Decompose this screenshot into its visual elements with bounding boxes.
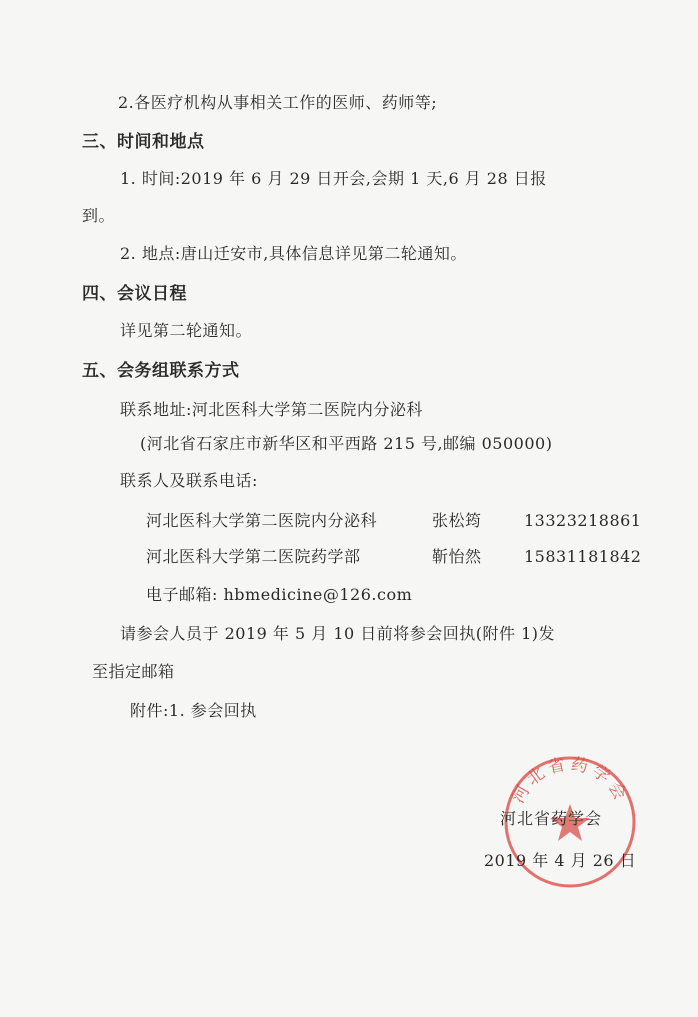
- contact-unit-2: 河北医科大学第二医院药学部: [146, 547, 361, 566]
- section-heading-time-place: 三、时间和地点: [82, 132, 205, 152]
- contact-phone-1: 13323218861: [524, 511, 642, 530]
- attachment-list: 附件:1. 参会回执: [130, 701, 257, 720]
- svg-text:河北省药学会: [508, 754, 631, 807]
- contact-address-detail: (河北省石家庄市新华区和平西路 215 号,邮编 050000): [140, 434, 553, 453]
- schedule-text: 详见第二轮通知。: [120, 321, 253, 340]
- time-item-continued: 到。: [82, 206, 116, 225]
- contact-address: 联系地址:河北医科大学第二医院内分泌科: [120, 400, 423, 419]
- contact-persons-label: 联系人及联系电话:: [120, 471, 258, 490]
- contact-unit-1: 河北医科大学第二医院内分泌科: [146, 511, 378, 530]
- contact-name-2: 靳怡然: [432, 547, 482, 566]
- place-item: 2. 地点:唐山迁安市,具体信息详见第二轮通知。: [120, 244, 467, 263]
- contact-name-1: 张松筠: [432, 511, 482, 530]
- section-heading-contact: 五、会务组联系方式: [82, 361, 240, 381]
- notice-line-1: 请参会人员于 2019 年 5 月 10 日前将参会回执(附件 1)发: [120, 624, 556, 643]
- signature-organization: 河北省药学会: [500, 809, 603, 828]
- target-audience-item-2: 2.各医疗机构从事相关工作的医师、药师等;: [118, 93, 438, 112]
- signature-date: 2019 年 4 月 26 日: [484, 851, 637, 870]
- seal-text: 河北省药学会: [508, 754, 632, 807]
- time-item: 1. 时间:2019 年 6 月 29 日开会,会期 1 天,6 月 28 日报: [120, 169, 547, 188]
- section-heading-schedule: 四、会议日程: [82, 284, 187, 304]
- contact-email: 电子邮箱: hbmedicine@126.com: [146, 585, 413, 604]
- notice-line-2: 至指定邮箱: [92, 662, 175, 681]
- contact-phone-2: 15831181842: [524, 547, 642, 566]
